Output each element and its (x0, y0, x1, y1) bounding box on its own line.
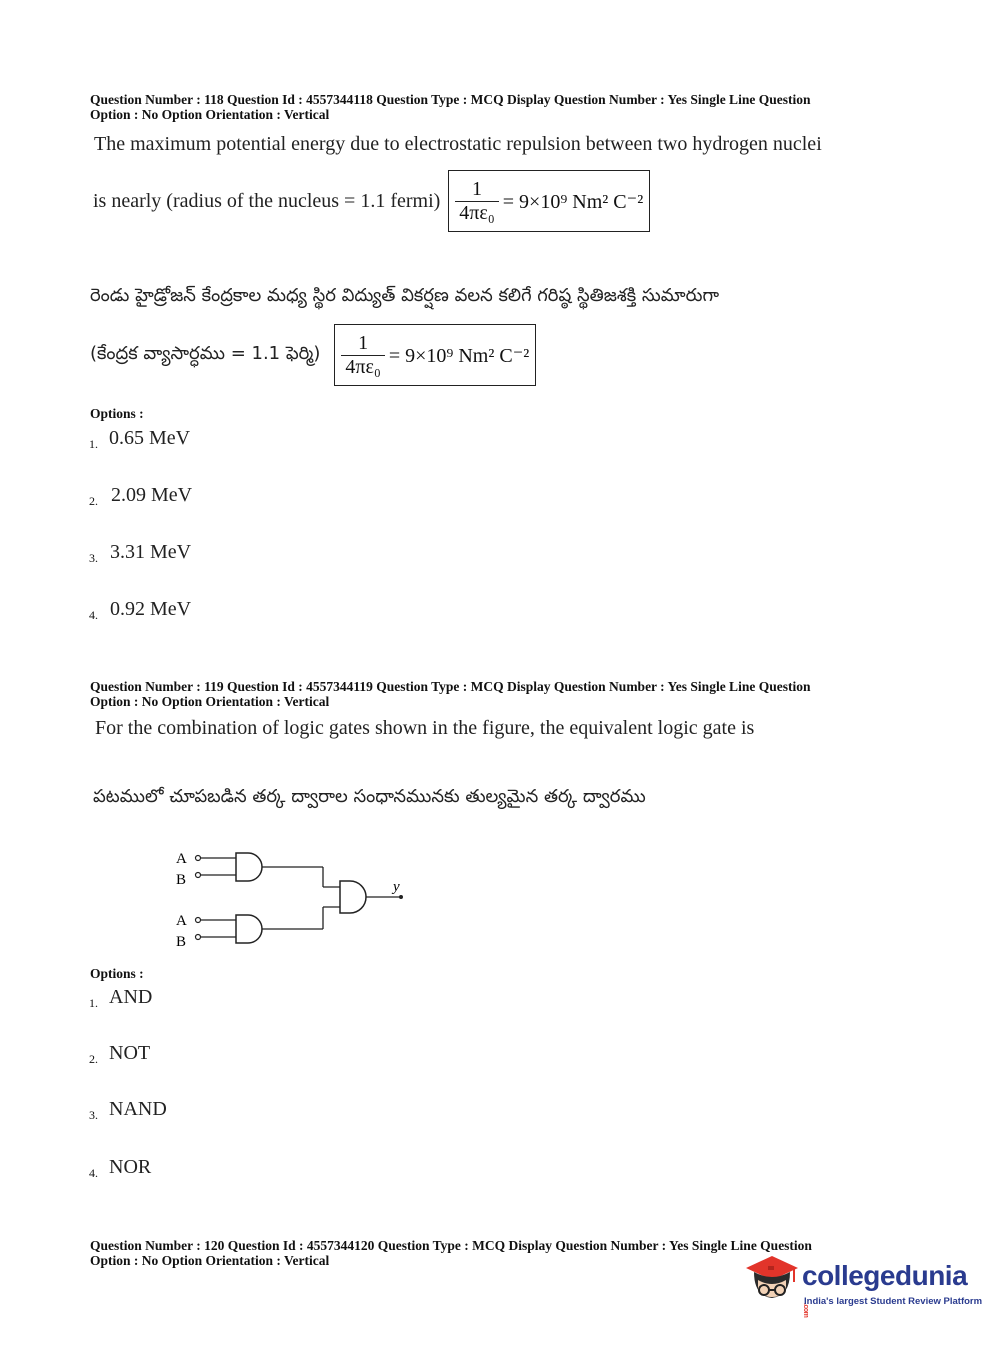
output-terminal (399, 895, 403, 899)
input-a2-label: A (176, 913, 187, 929)
q119-meta-line1: Question Number : 119 Question Id : 4557344119 Question Type : MCQ Display Question Number : Yes Single Line Question (90, 679, 811, 694)
q118-telugu-formula-rhs: = 9×10⁹ Nm² C⁻² (388, 344, 530, 367)
q118-options-label: Options : (90, 406, 144, 421)
q120-meta-line2: Option : No Option Orientation : Vertical (90, 1253, 330, 1268)
terminal-b1 (196, 873, 201, 878)
q118-formula-fraction (455, 178, 498, 225)
q118-text-line2-row (93, 168, 650, 234)
q119-meta-line2: Option : No Option Orientation : Vertical (90, 694, 330, 709)
q118-option-1-num: 1. (89, 437, 98, 451)
q118-option-2-text: 2.09 MeV (111, 484, 193, 506)
q119-option-1-num: 1. (89, 996, 98, 1010)
q120-meta-line1: Question Number : 120 Question Id : 4557344120 Question Type : MCQ Display Question Number : Yes Single Line Question (90, 1238, 812, 1253)
gate-1 (236, 853, 262, 881)
logic-gate-diagram (170, 845, 420, 955)
q118-formula-rhs: = 9×10⁹ Nm² C⁻² (502, 190, 644, 213)
q119-text: For the combination of logic gates shown in the figure, the equivalent logic gate is (95, 717, 755, 739)
q119-telugu-text: పటములో చూపబడిన తర్క ద్వారాల సంధానమునకు తుల్యమైన తర్క ద్వారము (93, 786, 646, 807)
q119-options-label: Options : (90, 966, 144, 981)
collegedunia-watermark (742, 1252, 983, 1317)
q118-option-4-num: 4. (89, 608, 98, 622)
q118-option-4-text: 0.92 MeV (110, 598, 192, 620)
output-label: y (393, 879, 400, 895)
q118-option-2-num: 2. (89, 494, 98, 508)
q118-telugu-line1: రెండు హైడ్రోజన్ కేంద్రకాల మధ్య స్థిర విద్యుత్ వికర్షణ వలన కలిగే గరిష్ఠ స్థితిజశక్తి సుమారుగా (90, 285, 720, 306)
input-a1-label: A (176, 851, 187, 867)
q118-text-line2: is nearly (radius of the nucleus = 1.1 fermi) (93, 189, 441, 212)
gate-2 (236, 915, 262, 943)
brand-name (802, 1260, 972, 1324)
q118-telugu-formula (334, 324, 536, 386)
gate-3 (340, 881, 366, 913)
q119-option-2-text: NOT (109, 1042, 151, 1064)
q118-formula-num: 1 (455, 178, 498, 202)
q118-formula (448, 170, 650, 232)
q119-option-4-text: NOR (109, 1156, 152, 1178)
brand-text: collegedunia (802, 1260, 968, 1291)
q119-option-4-num: 4. (89, 1166, 98, 1180)
graduate-mascot-icon (742, 1252, 800, 1312)
q119-option-2-num: 2. (89, 1052, 98, 1066)
q118-telugu-formula-fraction (341, 332, 384, 379)
q119-option-1-text: AND (109, 986, 153, 1008)
q118-option-3-text: 3.31 MeV (110, 541, 192, 563)
input-b1-label: B (176, 872, 187, 888)
input-b2-label: B (176, 934, 187, 950)
brand-tagline: India's largest Student Review Platform (804, 1296, 983, 1307)
logic-gate-figure (170, 845, 420, 955)
terminal-a1 (196, 856, 201, 861)
q118-meta (90, 92, 950, 122)
q119-option-3-text: NAND (109, 1098, 167, 1120)
q118-telugu-line2: (కేంద్రక వ్యాసార్ధము = 1.1 ఫెర్మి) (90, 342, 321, 364)
q118-option-1-text: 0.65 MeV (109, 427, 191, 449)
q118-telugu-line2-row (90, 322, 536, 388)
q119-meta (90, 679, 950, 709)
q118-option-3-num: 3. (89, 551, 98, 565)
q118-telugu-formula-num: 1 (341, 332, 384, 356)
brand-suffix: .com (802, 1302, 809, 1317)
q118-telugu-formula-den: 4πε₀ (345, 355, 381, 378)
q118-meta-line1: Question Number : 118 Question Id : 4557344118 Question Type : MCQ Display Question Number : Yes Single Line Question (90, 92, 811, 107)
q118-meta-line2: Option : No Option Orientation : Vertical (90, 107, 330, 122)
q119-option-3-num: 3. (89, 1108, 98, 1122)
terminal-b2 (196, 935, 201, 940)
q118-text-line1: The maximum potential energy due to electrostatic repulsion between two hydrogen nuclei (94, 133, 822, 155)
terminal-a2 (196, 918, 201, 923)
q118-formula-den: 4πε₀ (459, 201, 495, 224)
